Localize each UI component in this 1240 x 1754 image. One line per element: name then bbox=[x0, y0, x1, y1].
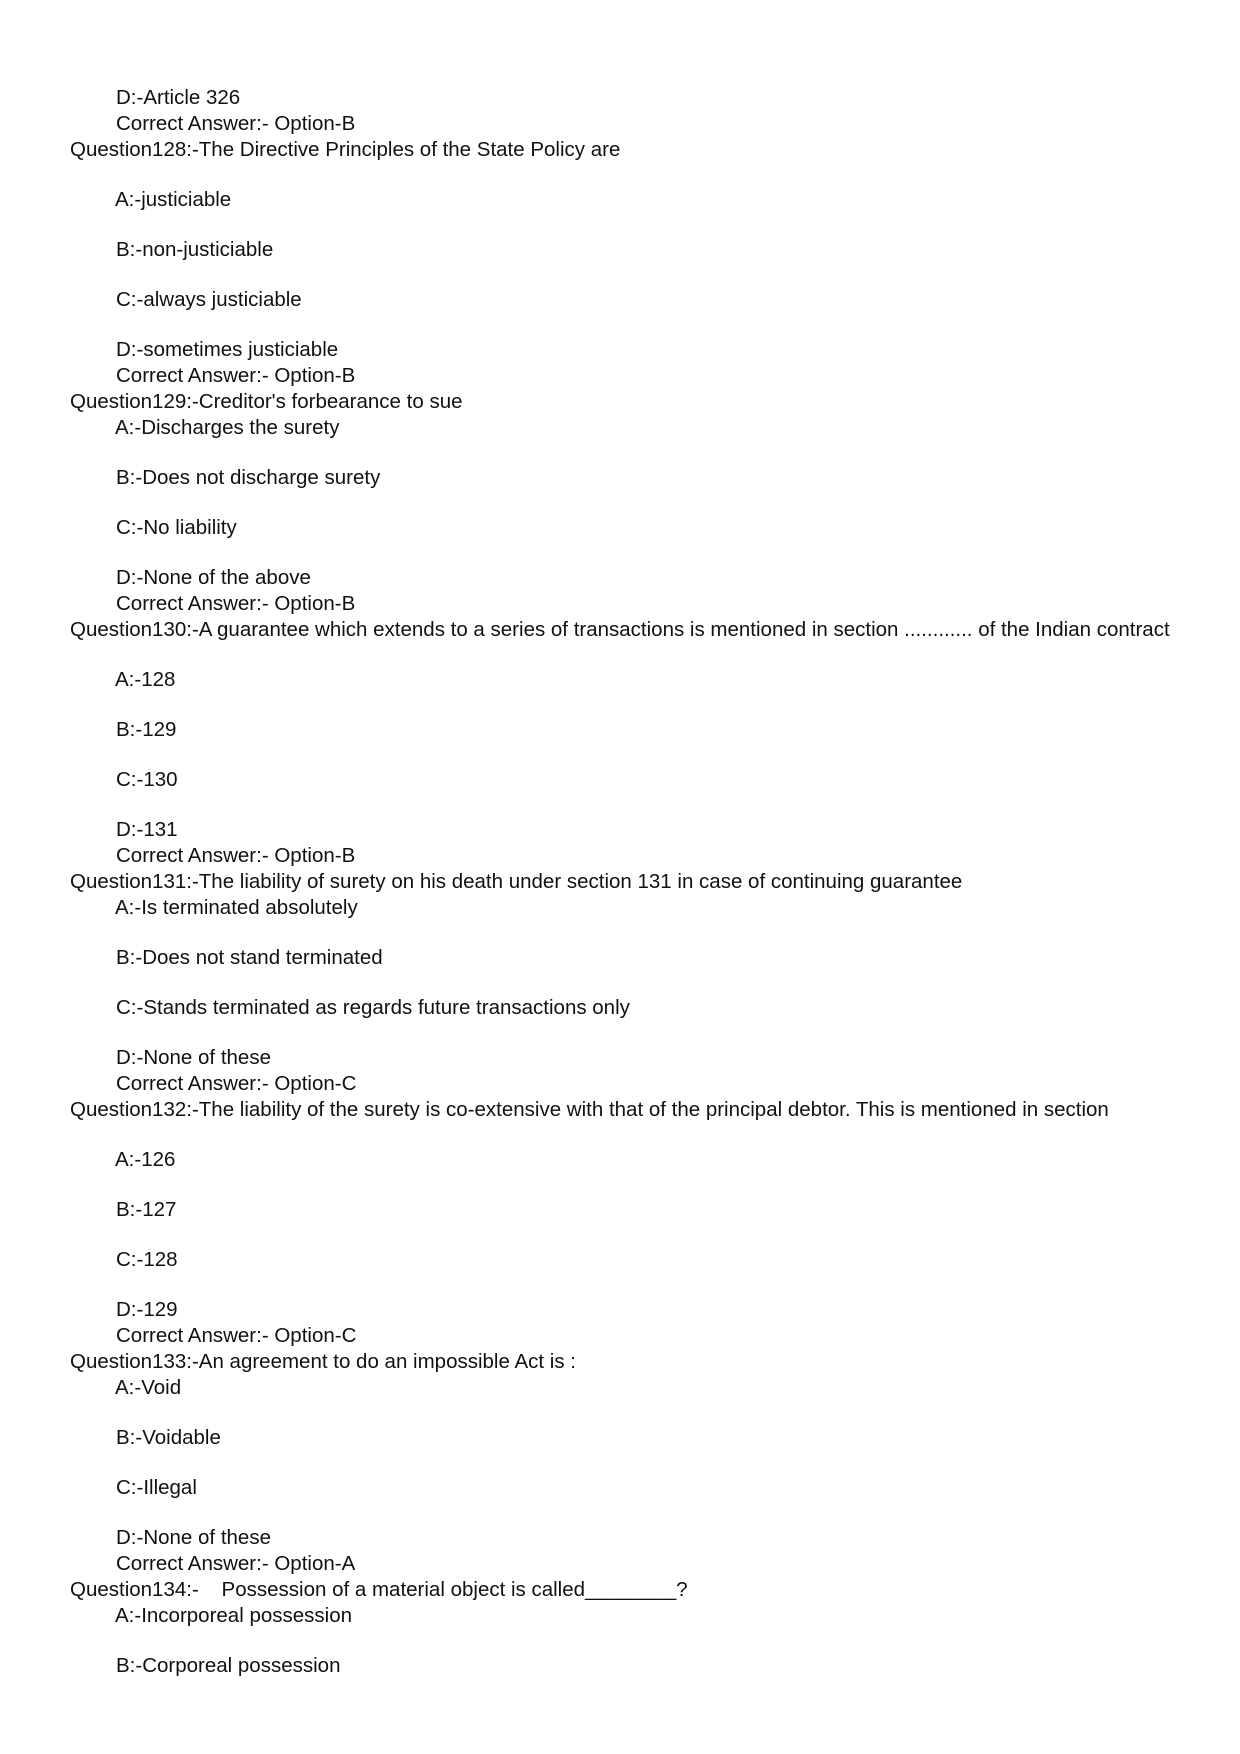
q133-option-c: C:-Illegal bbox=[116, 1476, 197, 1499]
q131-option-d: D:-None of these bbox=[116, 1046, 271, 1069]
question-132: Question132:-The liability of the surety is co-extensive with that of the principal debtor. This is mentioned in section bbox=[70, 1098, 1109, 1121]
q133-correct-answer: Correct Answer:- Option-A bbox=[116, 1552, 356, 1575]
q130-option-a: A:-128 bbox=[115, 668, 176, 691]
q128-option-c: C:-always justiciable bbox=[116, 288, 302, 311]
q128-correct-answer: Correct Answer:- Option-B bbox=[116, 364, 356, 387]
q129-option-c: C:-No liability bbox=[116, 516, 237, 539]
question-133: Question133:-An agreement to do an impossible Act is : bbox=[70, 1350, 576, 1373]
q133-option-d: D:-None of these bbox=[116, 1526, 271, 1549]
q130-option-d: D:-131 bbox=[116, 818, 178, 841]
prev-correct-answer: Correct Answer:- Option-B bbox=[116, 112, 356, 135]
q130-option-b: B:-129 bbox=[116, 718, 177, 741]
q131-option-c: C:-Stands terminated as regards future transactions only bbox=[116, 996, 630, 1019]
q128-option-a: A:-justiciable bbox=[115, 188, 232, 211]
q128-option-d: D:-sometimes justiciable bbox=[116, 338, 339, 361]
q132-option-c: C:-128 bbox=[116, 1248, 178, 1271]
q131-option-a: A:-Is terminated absolutely bbox=[115, 896, 358, 919]
q134-option-b: B:-Corporeal possession bbox=[116, 1654, 341, 1677]
q129-option-a: A:-Discharges the surety bbox=[115, 416, 340, 439]
q130-correct-answer: Correct Answer:- Option-B bbox=[116, 844, 356, 867]
q129-option-b: B:-Does not discharge surety bbox=[116, 466, 381, 489]
q132-option-b: B:-127 bbox=[116, 1198, 177, 1221]
q128-option-b: B:-non-justiciable bbox=[116, 238, 274, 261]
prev-option-d: D:-Article 326 bbox=[116, 86, 241, 109]
question-128: Question128:-The Directive Principles of the State Policy are bbox=[70, 138, 621, 161]
q133-option-a: A:-Void bbox=[115, 1376, 182, 1399]
question-134: Question134:- Possession of a material object is called________? bbox=[70, 1578, 688, 1601]
q132-option-d: D:-129 bbox=[116, 1298, 178, 1321]
q133-option-b: B:-Voidable bbox=[116, 1426, 221, 1449]
question-130: Question130:-A guarantee which extends to a series of transactions is mentioned in section ............ of the Indian contract bbox=[70, 618, 1170, 641]
question-129: Question129:-Creditor's forbearance to sue bbox=[70, 390, 463, 413]
q134-option-a: A:-Incorporeal possession bbox=[115, 1604, 353, 1627]
q131-correct-answer: Correct Answer:- Option-C bbox=[116, 1072, 357, 1095]
q132-correct-answer: Correct Answer:- Option-C bbox=[116, 1324, 357, 1347]
q132-option-a: A:-126 bbox=[115, 1148, 176, 1171]
q129-correct-answer: Correct Answer:- Option-B bbox=[116, 592, 356, 615]
question-131: Question131:-The liability of surety on his death under section 131 in case of continuing guarantee bbox=[70, 870, 963, 893]
q131-option-b: B:-Does not stand terminated bbox=[116, 946, 383, 969]
q130-option-c: C:-130 bbox=[116, 768, 178, 791]
q129-option-d: D:-None of the above bbox=[116, 566, 311, 589]
